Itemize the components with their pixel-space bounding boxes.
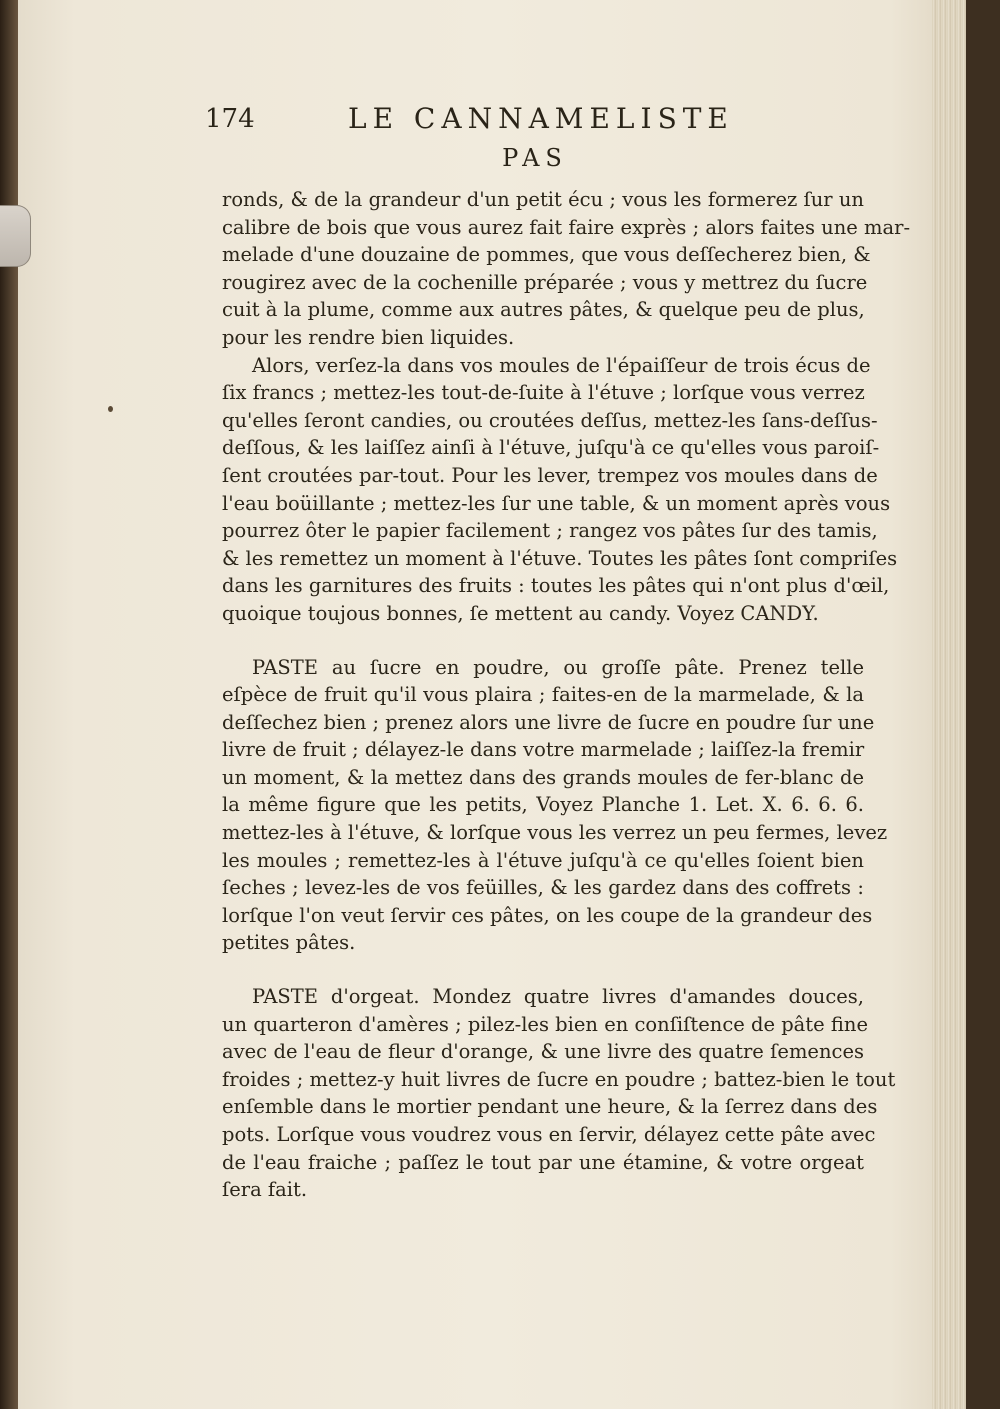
text-line: dans les garnitures des fruits : toutes les pâtes qui n'ont plus d'œil, — [222, 574, 890, 598]
text-line: pour les rendre bien liquides. — [222, 325, 515, 349]
paragraph-2 — [222, 352, 898, 628]
section-head: PAS — [502, 144, 568, 172]
text-line: de l'eau fraiche ; paſſez le tout par une étamine, & votre orgeat — [222, 1150, 864, 1174]
page-edges — [932, 0, 966, 1409]
text-line: & les remettez un moment à l'étuve. Toutes les pâtes ſont compriſes — [222, 546, 898, 570]
text-line: livre de fruit ; délayez-le dans votre marmelade ; laiſſez-la fremir — [222, 738, 865, 762]
paragraph-4 — [222, 983, 896, 1204]
text-line: deſſous, & les laiſſez ainſi à l'étuve, juſqu'à ce qu'elles vous paroiſ- — [222, 436, 880, 460]
text-line: melade d'une douzaine de pommes, que vous deſſecherez bien, & — [222, 243, 871, 267]
text-line: pots. Lorſque vous voudrez vous en ſervir, délayez cette pâte avec — [222, 1123, 876, 1146]
page-header — [18, 100, 966, 140]
text-line: petites pâtes. — [222, 931, 356, 955]
margin-mark — [108, 406, 113, 412]
text-line: enſemble dans le mortier pendant une heure, & la ſerrez dans des — [222, 1095, 878, 1119]
text-line: avec de l'eau de fleur d'orange, & une livre des quatre ſemences — [222, 1040, 864, 1064]
text-line: un quarteron d'amères ; pilez-les bien en conſiſtence de pâte fine — [222, 1012, 868, 1036]
text-line: l'eau boüillante ; mettez-les ſur une table, & un moment après vous — [222, 491, 891, 515]
text-line: mettez-les à l'étuve, & lorſque vous les verrez un peu fermes, levez — [222, 821, 888, 845]
text-line: ſent croutées par-tout. Pour les lever, trempez vos moules dans de — [222, 463, 878, 487]
text-line: deſſechez bien ; prenez alors une livre de ſucre en poudre ſur une — [222, 710, 875, 734]
page-number: 174 — [205, 104, 255, 134]
text-line: Alors, verſez-la dans vos moules de l'épaiſſeur de trois écus de — [252, 353, 871, 377]
book-page — [18, 0, 966, 1409]
text-line: PASTE d'orgeat. Mondez quatre livres d'amandes douces, — [252, 985, 864, 1009]
text-line: ſix francs ; mettez-les tout-de-ſuite à l'étuve ; lorſque vous verrez — [222, 381, 865, 405]
paragraph-1 — [222, 186, 911, 352]
text-line: ſeches ; levez-les de vos feüilles, & les gardez dans des coffrets : — [222, 876, 864, 900]
text-line: eſpèce de fruit qu'il vous plaira ; faites-en de la marmelade, & la — [222, 683, 864, 707]
text-line: ſera fait. — [222, 1178, 308, 1202]
text-line: rougirez avec de la cochenille préparée ; vous y mettrez du ſucre — [222, 270, 868, 294]
body-text — [222, 186, 911, 1204]
text-line: les moules ; remettez-les à l'étuve juſqu'à ce qu'elles ſoient bien — [222, 848, 864, 872]
paragraph-gap — [222, 957, 864, 983]
running-head: LE CANNAMELISTE — [348, 102, 734, 135]
paragraph-gap — [222, 628, 864, 654]
text-line: PASTE au ſucre en poudre, ou groſſe pâte. Prenez telle — [252, 655, 864, 679]
text-line: qu'elles ſeront candies, ou croutées deſſus, mettez-les ſans-deſſus- — [222, 408, 878, 432]
text-line: pourrez ôter le papier facilement ; rangez vos pâtes ſur des tamis, — [222, 519, 878, 543]
text-line: calibre de bois que vous aurez fait faire exprès ; alors faites une mar- — [222, 215, 911, 239]
bookmark-tab — [0, 205, 31, 267]
text-line: la même figure que les petits, Voyez Planche 1. Let. X. 6. 6. 6. — [222, 793, 864, 817]
text-line: ronds, & de la grandeur d'un petit écu ; vous les formerez ſur un — [222, 188, 864, 211]
text-line: quoique toujous bonnes, ſe mettent au candy. Voyez CANDY. — [222, 601, 819, 625]
paragraph-3 — [222, 654, 888, 958]
text-line: un moment, & la mettez dans des grands moules de fer-blanc de — [222, 765, 864, 789]
text-line: cuit à la plume, comme aux autres pâtes, & quelque peu de plus, — [222, 298, 865, 322]
text-line: froides ; mettez-y huit livres de ſucre en poudre ; battez-bien le tout — [222, 1067, 896, 1091]
text-line: lorſque l'on veut ſervir ces pâtes, on les coupe de la grandeur des — [222, 903, 873, 927]
